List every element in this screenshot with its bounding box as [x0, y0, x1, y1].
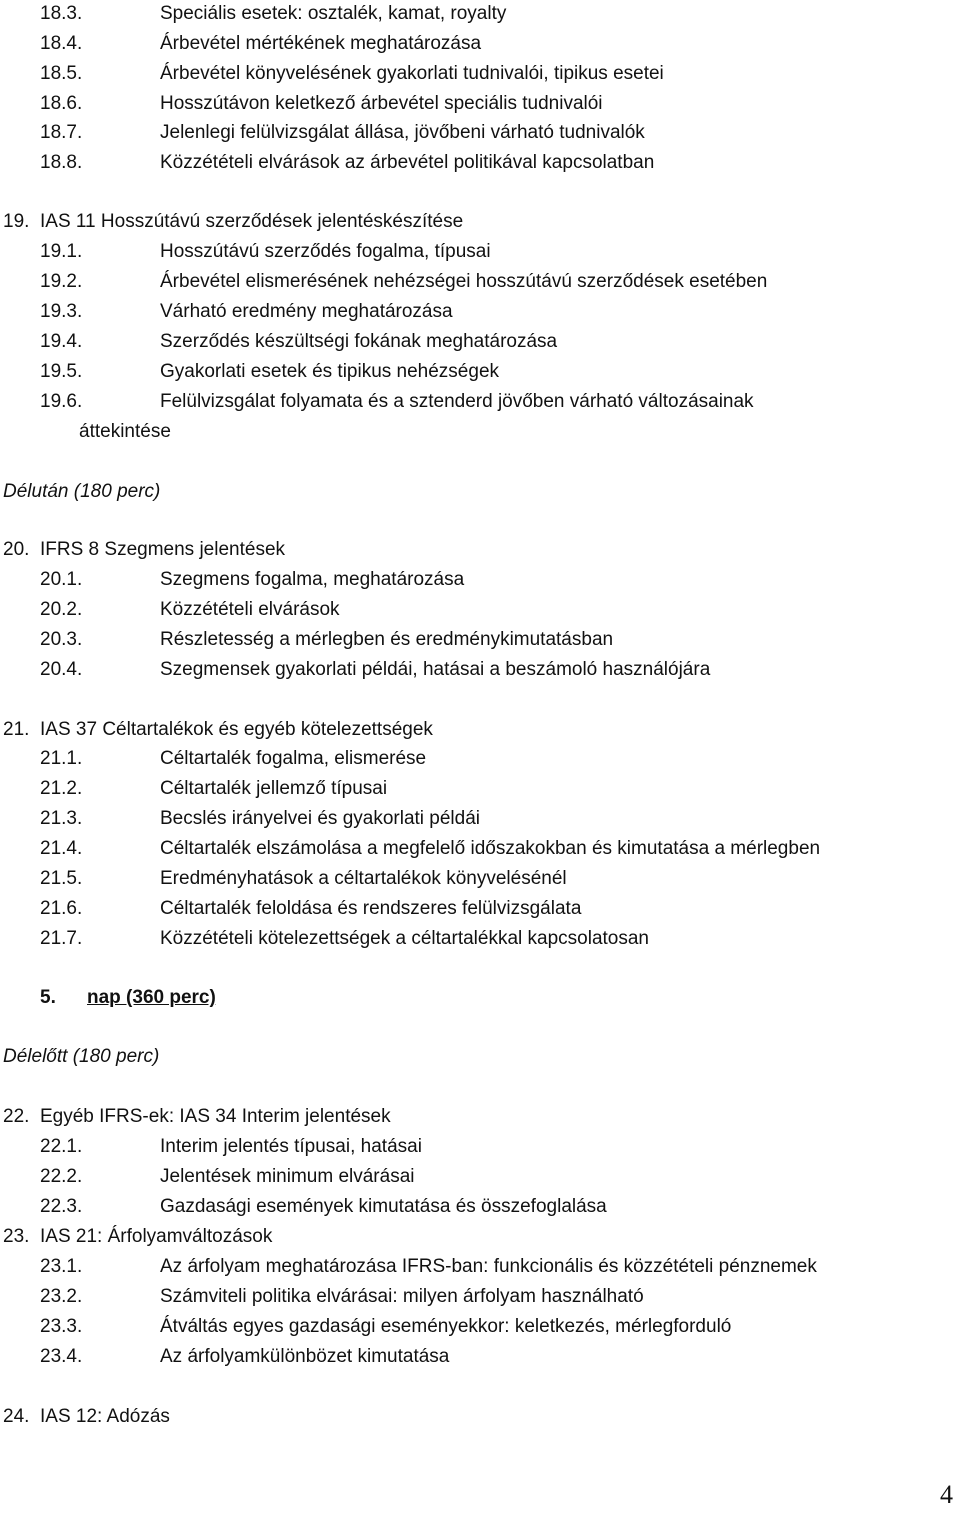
item-number: 21.7.	[40, 928, 83, 949]
item-number: 19.5.	[40, 361, 83, 382]
item-number: 21.	[3, 719, 30, 740]
item-text: IAS 12: Adózás	[40, 1406, 170, 1427]
item-text: Az árfolyam meghatározása IFRS-ban: funkcionális és közzétételi pénznemek	[160, 1256, 817, 1277]
item-text: Szegmensek gyakorlati példái, hatásai a beszámoló használójára	[160, 659, 711, 680]
item-text: Céltartalék elszámolása a megfelelő időszakokban és kimutatása a mérlegben	[160, 838, 821, 859]
item-number: 21.6.	[40, 898, 83, 919]
item-number: 19.6.	[40, 391, 83, 412]
item-text: Az árfolyamkülönbözet kimutatása	[160, 1346, 450, 1367]
item-number: 19.1.	[40, 241, 83, 262]
item-text: Egyéb IFRS-ek: IAS 34 Interim jelentések	[40, 1106, 391, 1127]
item-number: 20.3.	[40, 629, 83, 650]
page-number: 4	[940, 1480, 953, 1509]
item-number: 23.4.	[40, 1346, 83, 1367]
item-number: 21.2.	[40, 778, 83, 799]
item-text: Részletesség a mérlegben és eredménykimutatásban	[160, 629, 614, 650]
item-number: 22.3.	[40, 1196, 83, 1217]
item-text: Hosszútávú szerződés fogalma, típusai	[160, 241, 491, 262]
item-text: Árbevétel könyvelésének gyakorlati tudnivalói, tipikus esetei	[160, 63, 664, 84]
item-number: 18.4.	[40, 33, 83, 54]
item-number: 23.1.	[40, 1256, 83, 1277]
day-number: 5.	[40, 987, 56, 1008]
item-number: 21.1.	[40, 748, 83, 769]
item-number: 21.3.	[40, 808, 83, 829]
item-number: 19.	[3, 211, 30, 232]
item-number: 19.2.	[40, 271, 83, 292]
day-title: nap (360 perc)	[87, 987, 216, 1008]
item-number: 18.6.	[40, 93, 83, 114]
item-text: Jelenlegi felülvizsgálat állása, jövőbeni várható tudnivalók	[160, 122, 645, 143]
item-text: Közzétételi kötelezettségek a céltartalékkal kapcsolatosan	[160, 928, 649, 949]
item-number: 22.	[3, 1106, 30, 1127]
item-number: 23.2.	[40, 1286, 83, 1307]
item-number: 18.5.	[40, 63, 83, 84]
item-text: IAS 21: Árfolyamváltozások	[40, 1226, 273, 1247]
item-number: 23.3.	[40, 1316, 83, 1337]
item-number: 22.1.	[40, 1136, 83, 1157]
item-number: 19.4.	[40, 331, 83, 352]
item-text: Felülvizsgálat folyamata és a sztenderd jövőben várható változásainak	[160, 391, 754, 412]
item-text: Speciális esetek: osztalék, kamat, royalty	[160, 3, 507, 24]
item-text: Közzétételi elvárások az árbevétel politikával kapcsolatban	[160, 152, 655, 173]
item-number: 22.2.	[40, 1166, 83, 1187]
item-text: IAS 37 Céltartalékok és egyéb kötelezettségek	[40, 719, 433, 740]
item-text: Szerződés készültségi fokának meghatározása	[160, 331, 558, 352]
item-text: Árbevétel elismerésének nehézségei hosszútávú szerződések esetében	[160, 271, 768, 292]
item-number: 20.2.	[40, 599, 83, 620]
item-text: Céltartalék feloldása és rendszeres felülvizsgálata	[160, 898, 582, 919]
item-number: 20.1.	[40, 569, 83, 590]
item-text: áttekintése	[79, 421, 171, 442]
item-text: Gazdasági események kimutatása és összefoglalása	[160, 1196, 607, 1217]
item-number: 23.	[3, 1226, 30, 1247]
item-text: IFRS 8 Szegmens jelentések	[40, 539, 286, 560]
item-text: Eredményhatások a céltartalékok könyvelésénél	[160, 868, 567, 889]
item-number: 18.3.	[40, 3, 83, 24]
item-text: Céltartalék jellemző típusai	[160, 778, 388, 799]
item-number: 21.5.	[40, 868, 83, 889]
item-text: Számviteli politika elvárásai: milyen árfolyam használható	[160, 1286, 644, 1307]
item-number: 20.	[3, 539, 30, 560]
session-heading: Délután (180 perc)	[3, 481, 161, 502]
item-text: Átváltás egyes gazdasági eseményekkor: keletkezés, mérlegforduló	[160, 1316, 732, 1337]
item-text: Szegmens fogalma, meghatározása	[160, 569, 465, 590]
session-heading: Délelőtt (180 perc)	[3, 1046, 160, 1067]
item-text: Árbevétel mértékének meghatározása	[160, 33, 482, 54]
item-number: 18.8.	[40, 152, 83, 173]
item-text: Céltartalék fogalma, elismerése	[160, 748, 427, 769]
item-text: Gyakorlati esetek és tipikus nehézségek	[160, 361, 500, 382]
item-text: Közzétételi elvárások	[160, 599, 340, 620]
item-number: 19.3.	[40, 301, 83, 322]
item-text: Várható eredmény meghatározása	[160, 301, 453, 322]
item-number: 18.7.	[40, 122, 83, 143]
item-number: 20.4.	[40, 659, 83, 680]
item-text: Hosszútávon keletkező árbevétel speciális tudnivalói	[160, 93, 603, 114]
item-text: IAS 11 Hosszútávú szerződések jelentéskészítése	[40, 211, 464, 232]
item-text: Interim jelentés típusai, hatásai	[160, 1136, 422, 1157]
item-number: 24.	[3, 1406, 30, 1427]
item-text: Becslés irányelvei és gyakorlati példái	[160, 808, 480, 829]
item-text: Jelentések minimum elvárásai	[160, 1166, 415, 1187]
item-number: 21.4.	[40, 838, 83, 859]
